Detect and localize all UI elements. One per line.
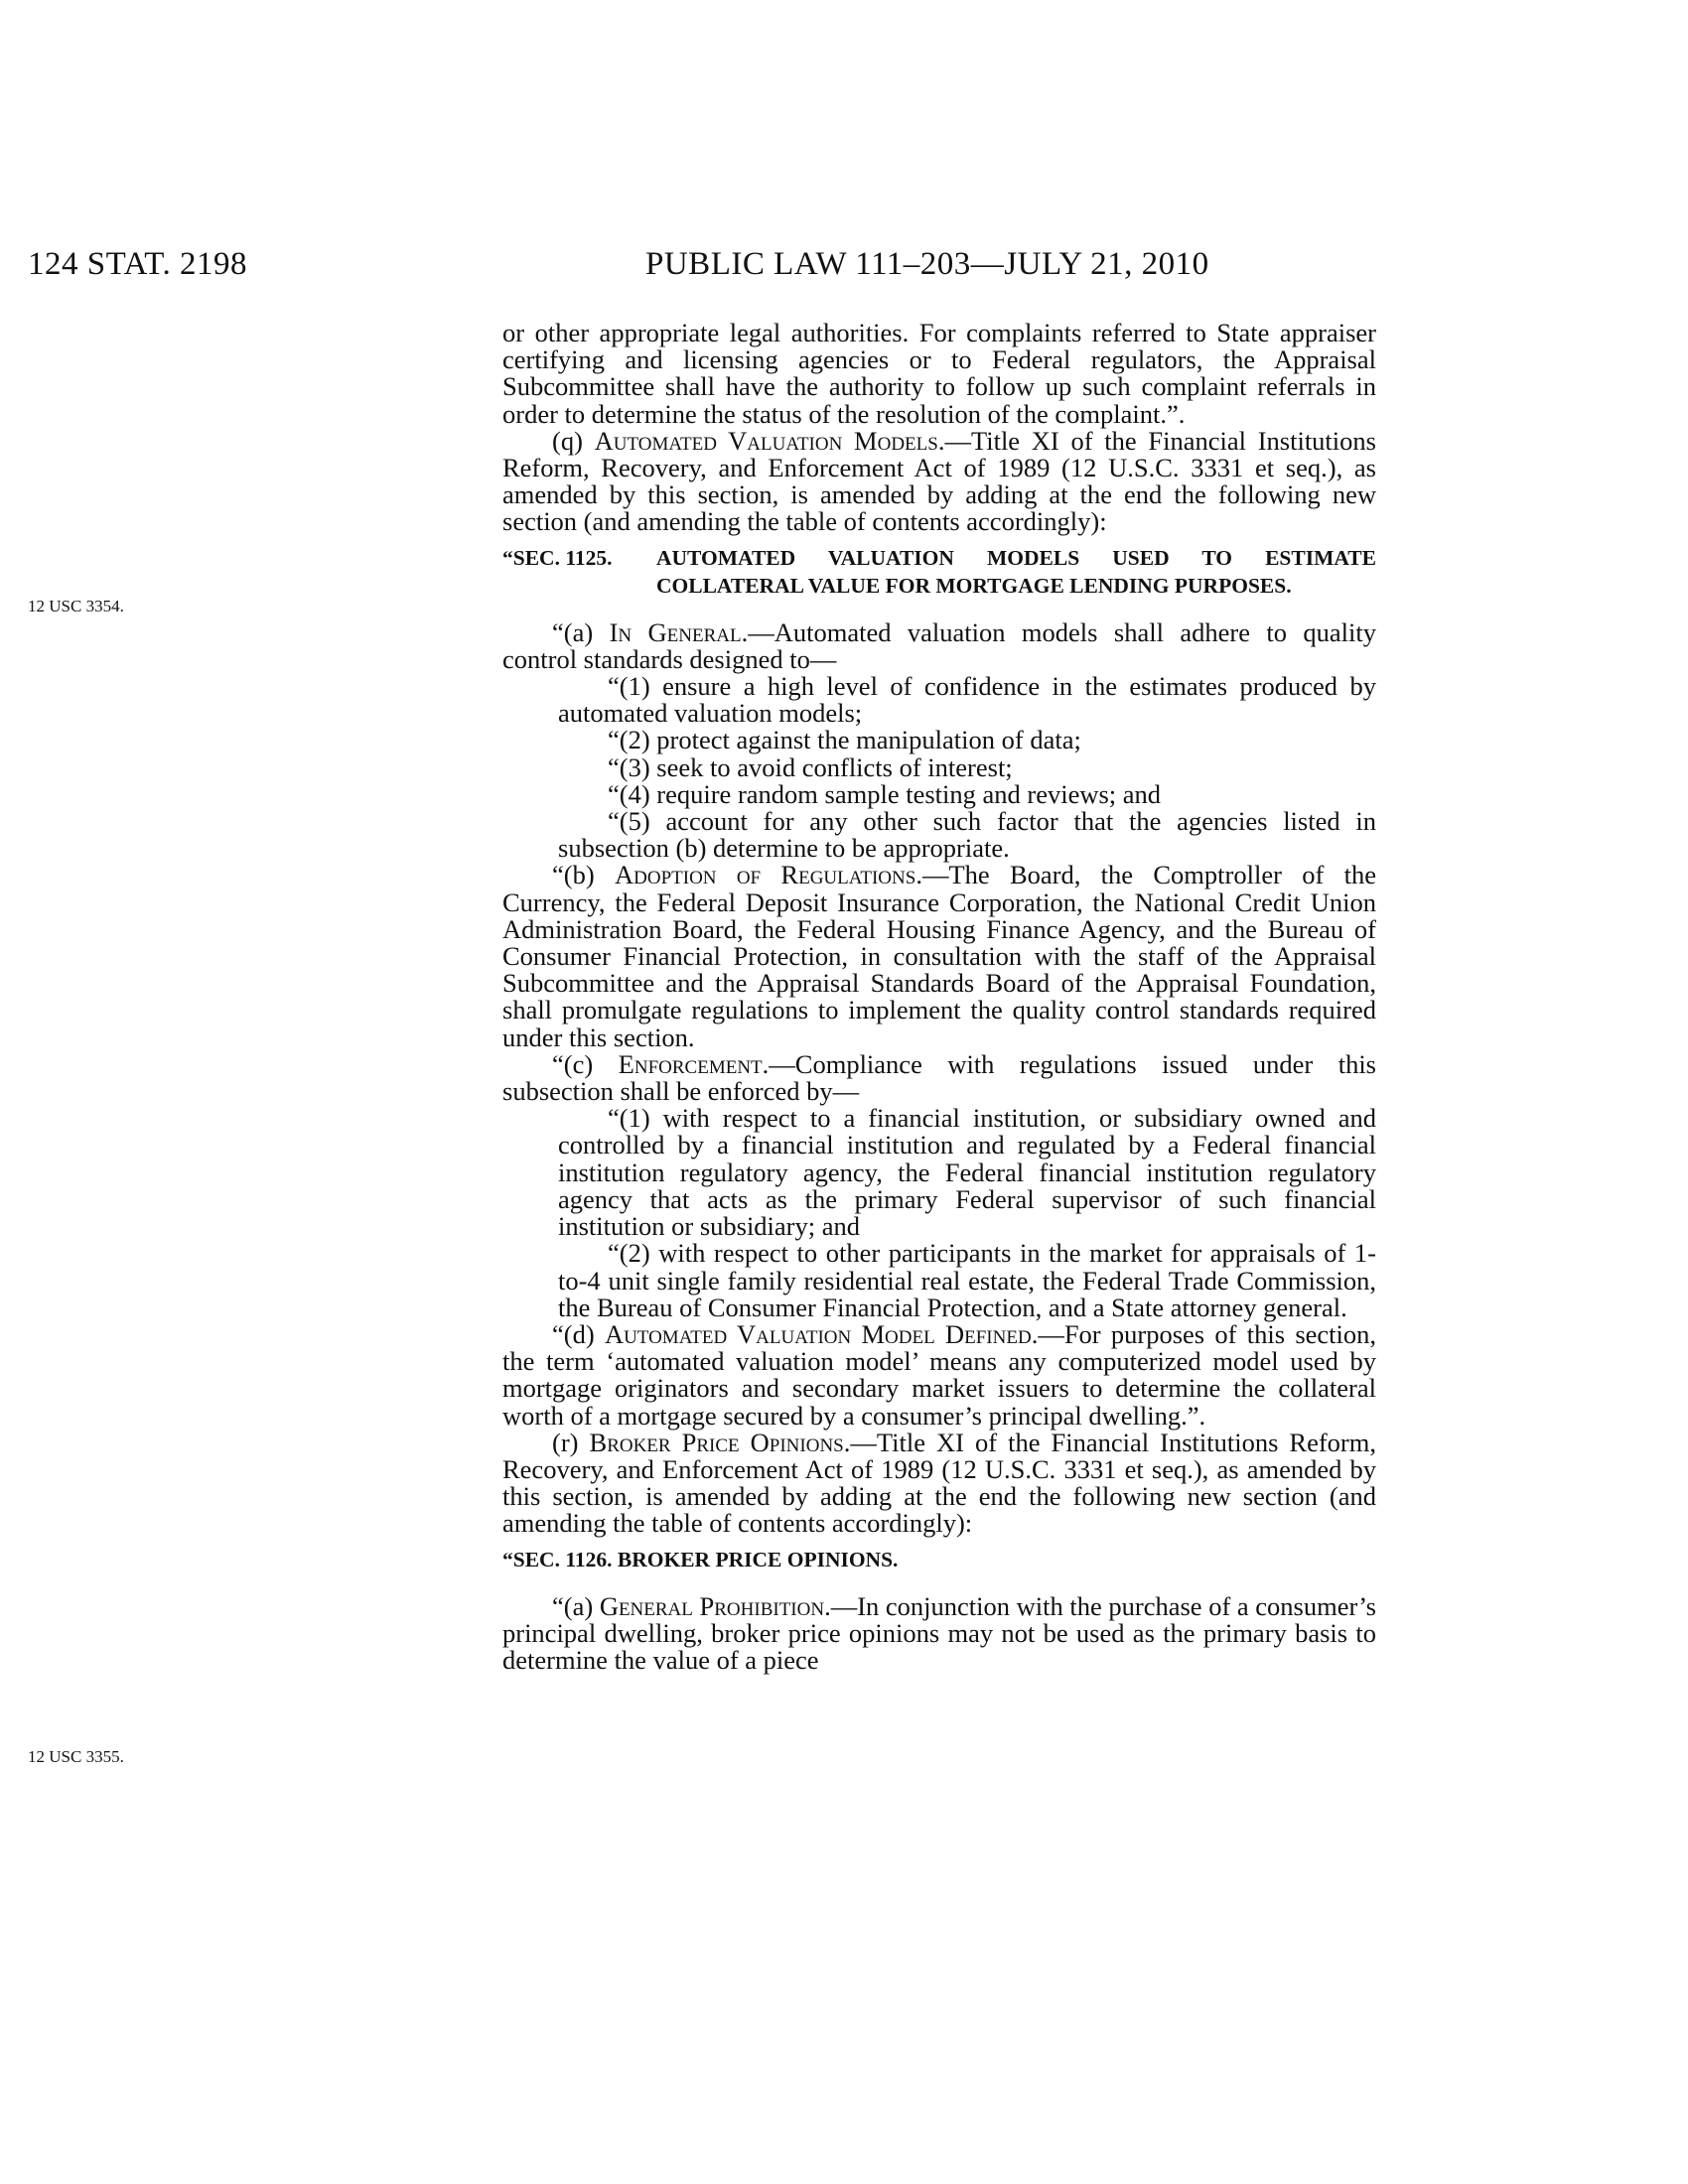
subsection-b-label: “(b) — [552, 860, 615, 890]
section-1126-label: “SEC. 1126. — [502, 1547, 613, 1571]
margin-note-usc-3354: 12 USC 3354. — [28, 597, 124, 615]
subsection-general-prohibition-text: .—In conjunction with the purchase of a consumer’s principal dwelling, broker price opinions may not be used as the primary basis to determine the value of a piece — [502, 1590, 1376, 1675]
running-header-title: PUBLIC LAW 111–203—JULY 21, 2010 — [645, 246, 1209, 282]
subsection-a-item-1: “(1) ensure a high level of confidence in the estimates produced by automated valuation models; — [558, 671, 1376, 729]
subsection-general-prohibition-label: “(a) — [552, 1590, 600, 1621]
subsection-b-text: .—The Board, the Comptroller of the Currency, the Federal Deposit Insurance Corporation, the National Credit Union Administration Board, the Federal Housing Finance Agency, and the Bureau of Consumer Financial Protection, in consultation with the staff of the Appraisal Subcommittee and the Appraisal Standards Board of the Appraisal Foundation, shall promulgate regulations to implement the quality control standards required under this section. — [502, 860, 1376, 1052]
paragraph-r-heading: Broker Price Opinions — [589, 1427, 844, 1457]
subsection-a-text: .—Automated valuation models shall adhere to quality control standards designed to— — [502, 616, 1376, 674]
subsection-c-item-1: “(1) with respect to a financial institution, or subsidiary owned and controlled by a financial institution and regulated by a Federal financial institution regulatory agency, the Federal financial institution regulatory agency that acts as the primary Federal supervisor of such financial institution or subsidiary; and — [558, 1103, 1376, 1242]
subsection-a-item-4: “(4) require random sample testing and reviews; and — [608, 778, 1162, 809]
main-text-column — [502, 320, 1376, 1674]
section-1125-label: “SEC. 1125. — [502, 545, 613, 570]
paragraph-q-heading: Automated Valuation Models — [594, 425, 938, 456]
subsection-c-label: “(c) — [552, 1048, 619, 1079]
subsection-d-label: “(d) — [552, 1318, 605, 1349]
subsection-b-heading: Adoption of Regulations — [614, 860, 916, 890]
paragraph-q-label: (q) — [552, 425, 595, 456]
page-reference: 124 STAT. 2198 — [28, 246, 248, 282]
paragraph-q — [502, 425, 1376, 537]
subsection-d — [502, 1318, 1377, 1431]
subsection-a-label: “(a) — [552, 616, 610, 647]
subsection-d-heading: Automated Valuation Model Defined — [604, 1318, 1032, 1349]
subsection-a-item-3: “(3) seek to avoid conflicts of interest; — [608, 751, 1013, 782]
subsection-a — [502, 616, 1376, 674]
section-1126-heading — [502, 1546, 1376, 1573]
subsection-c-heading: Enforcement — [618, 1048, 763, 1079]
subsection-general-prohibition — [502, 1590, 1376, 1675]
subsection-c-text: .—Compliance with regulations issued under this subsection shall be enforced by— — [502, 1048, 1376, 1107]
subsection-c-item-2: “(2) with respect to other participants in the market for appraisals of 1-to-4 unit single family residential real estate, the Federal Trade Commission, the Bureau of Consumer Financial Protection, and a State attorney general. — [558, 1238, 1376, 1322]
subsection-c — [502, 1048, 1376, 1107]
margin-note-usc-3355: 12 USC 3355. — [28, 1747, 124, 1766]
paragraph-r — [502, 1427, 1376, 1539]
paragraph-r-label: (r) — [552, 1427, 590, 1457]
subsection-a-item-5: “(5) account for any other such factor that the agencies listed in subsection (b) determine to be appropriate. — [558, 806, 1376, 864]
paragraph-q-text: .—Title XI of the Financial Institutions Reform, Recovery, and Enforcement Act of 1989 (12 U.S.C. 3331 et seq.), as amended by this section, is amended by adding at the end the following new section (and amending the table of contents accordingly): — [502, 425, 1376, 537]
paragraph-continuation: or other appropriate legal authorities. For complaints referred to State appraiser certifying and licensing agencies or to Federal regulators, the Appraisal Subcommittee shall have the authority to follow up such complaint referrals in order to determine the status of the resolution of the complaint.”. — [502, 318, 1376, 429]
subsection-d-text: .—For purposes of this section, the term ‘automated valuation model’ means any computerized model used by mortgage originators and secondary market issuers to determine the collateral worth of a mortgage secured by a consumer’s principal dwelling.”. — [502, 1318, 1377, 1431]
subsection-a-item-2: “(2) protect against the manipulation of data; — [608, 725, 1081, 755]
subsection-a-heading: In General — [609, 616, 742, 647]
subsection-general-prohibition-heading: General Prohibition — [599, 1590, 825, 1621]
section-1125-title: AUTOMATED VALUATION MODELS USED TO ESTIMATE COLLATERAL VALUE FOR MORTGAGE LENDING PURPOSES. — [656, 545, 1376, 598]
subsection-b — [502, 862, 1376, 1050]
section-1126-title: BROKER PRICE OPINIONS. — [617, 1547, 899, 1571]
section-1125-heading — [502, 544, 1376, 600]
paragraph-r-text: .—Title XI of the Financial Institutions Reform, Recovery, and Enforcement Act of 1989 (12 U.S.C. 3331 et seq.), as amended by this section, is amended by adding at the end the following new section (and amending the table of contents accordingly): — [502, 1427, 1376, 1539]
